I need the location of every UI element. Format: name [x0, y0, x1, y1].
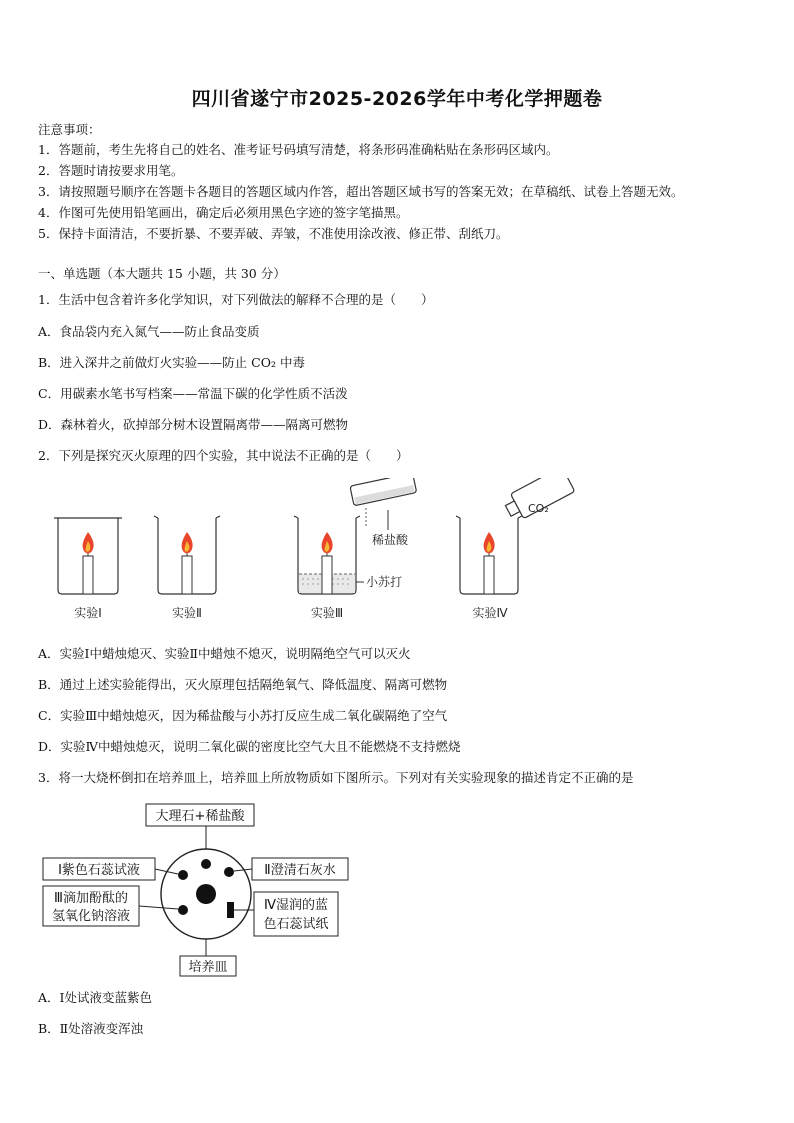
question-1-stem: 1．生活中包含着许多化学知识，对下列做法的解释不合理的是（ ）	[38, 292, 434, 307]
label-i: Ⅰ紫色石蕊试液	[58, 863, 140, 878]
label-ii: Ⅱ澄清石灰水	[264, 863, 336, 878]
bottom-label: 培养皿	[188, 960, 228, 975]
experiment-1-label: 实验Ⅰ	[74, 606, 102, 620]
notice-heading: 注意事项：	[38, 122, 101, 137]
q1-option-b: B．进入深井之前做灯火实验——防止 CO₂ 中毒	[38, 355, 305, 370]
label-iii-line1: Ⅲ滴加酚酞的	[54, 891, 128, 906]
experiment-1-jar	[54, 518, 122, 594]
co2-label: CO₂	[528, 502, 549, 515]
q2-option-b: B．通过上述实验能得出，灭火原理包括隔绝氧气、降低温度、隔离可燃物	[38, 677, 448, 692]
notice-item: 5．保持卡面清洁，不要折暴、不要弄破、弄皱，不准使用涂改液、修正带、刮纸刀。	[38, 226, 509, 241]
petri-dish-figure	[40, 800, 360, 978]
experiment-3-label: 实验Ⅲ	[310, 606, 344, 620]
q1-option-c: C．用碳素水笔书写档案——常温下碳的化学性质不活泼	[38, 386, 348, 401]
q1-option-a: A．食品袋内充入氮气——防止食品变质	[38, 324, 260, 339]
label-iii-line2: 氢氧化钠溶液	[51, 909, 131, 924]
label-iv-line2: 色石蕊试纸	[263, 917, 329, 932]
soda-label: 小苏打	[366, 575, 403, 589]
experiment-2-beaker	[154, 516, 220, 594]
q2-option-d: D．实验Ⅳ中蜡烛熄灭，说明二氧化碳的密度比空气大且不能燃烧不支持燃烧	[38, 739, 461, 754]
top-label: 大理石+稀盐酸	[155, 809, 245, 824]
section-heading: 一、单选题（本大题共 15 小题，共 30 分）	[38, 266, 286, 281]
candle-experiments-figure	[40, 478, 600, 628]
question-2-stem: 2．下列是探究灭火原理的四个实验，其中说法不正确的是（ ）	[38, 448, 409, 463]
question-3-stem: 3．将一大烧杯倒扣在培养皿上，培养皿上所放物质如下图所示。下列对有关实验现象的描述肯定不正确的是	[38, 770, 634, 785]
page-title: 四川省遂宁市2025-2026学年中考化学押题卷	[191, 88, 603, 110]
q2-option-a: A．实验Ⅰ中蜡烛熄灭、实验Ⅱ中蜡烛不熄灭，说明隔绝空气可以灭火	[38, 646, 411, 661]
experiment-2-label: 实验Ⅱ	[172, 606, 202, 620]
q3-option-a: A．Ⅰ处试液变蓝紫色	[38, 990, 152, 1005]
experiment-4-label: 实验Ⅳ	[472, 606, 508, 620]
notice-item: 1．答题前，考生先将自己的姓名、准考证号码填写清楚，将条形码准确粘贴在条形码区域内。	[38, 142, 559, 157]
q1-option-d: D．森林着火，砍掉部分树木设置隔离带——隔离可燃物	[38, 417, 349, 432]
acid-label: 稀盐酸	[372, 533, 409, 547]
q2-option-c: C．实验Ⅲ中蜡烛熄灭，因为稀盐酸与小苏打反应生成二氧化碳隔绝了空气	[38, 708, 448, 723]
label-iv-line1: Ⅳ湿润的蓝	[264, 898, 328, 913]
notice-item: 3．请按照题号顺序在答题卡各题目的答题区域内作答，超出答题区域书写的答案无效；在草稿纸、试卷上答题无效。	[38, 184, 684, 199]
q3-option-b: B．Ⅱ处溶液变浑浊	[38, 1021, 144, 1036]
notice-item: 2．答题时请按要求用笔。	[38, 163, 184, 178]
notice-item: 4．作图可先使用铅笔画出，确定后必须用黑色字迹的签字笔描黑。	[38, 205, 409, 220]
experiment-4-beaker	[456, 478, 575, 594]
